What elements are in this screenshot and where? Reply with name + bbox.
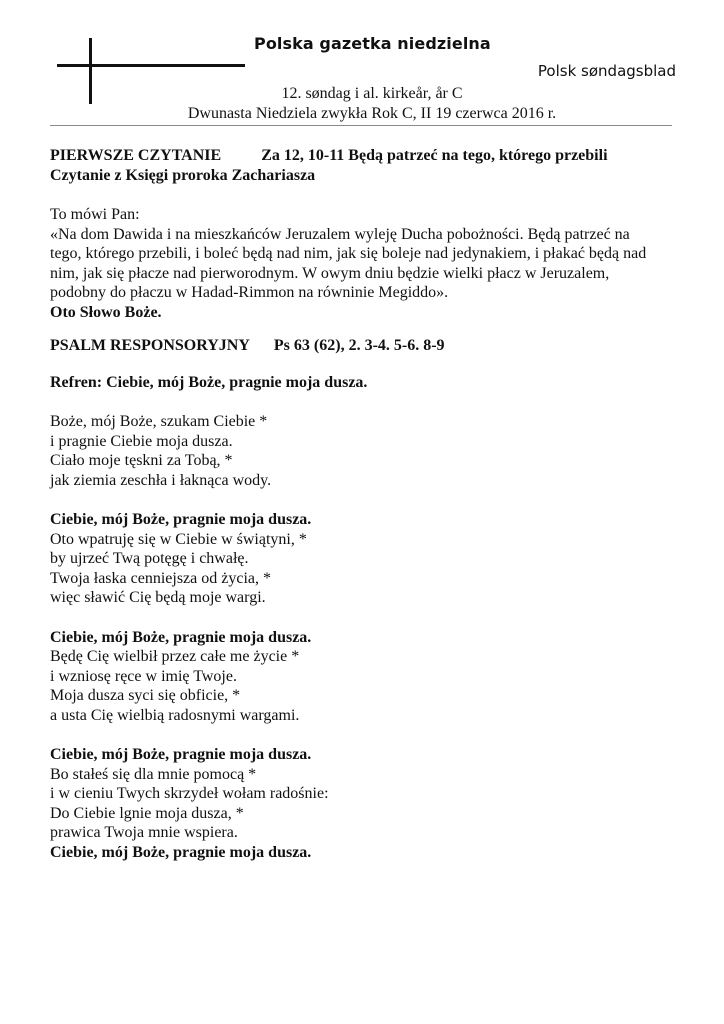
- liturgical-date-polish: Dwunasta Niedziela zwykła Rok C, II 19 czerwca 2016 r.: [187, 105, 557, 122]
- psalm-verse: Ciało moje tęskni za Tobą, *: [50, 452, 233, 469]
- psalm-verse: Będę Cię wielbił przez całe me życie *: [50, 648, 300, 665]
- psalm-refrain: Ciebie, mój Boże, pragnie moja dusza.: [50, 511, 312, 528]
- first-reading-label: PIERWSZE CZYTANIE: [50, 147, 222, 164]
- reading-closing: Oto Słowo Boże.: [50, 303, 162, 321]
- newsletter-title: Polska gazetka niedzielna: [254, 34, 491, 53]
- psalm-verse: więc sławić Cię będą moje wargi.: [50, 589, 266, 606]
- psalm-label: PSALM RESPONSORYJNY: [50, 337, 250, 354]
- psalm-verse: i wzniosę ręce w imię Twoje.: [50, 667, 237, 685]
- psalm-verse: i pragnie Ciebie moja dusza.: [50, 432, 233, 450]
- cross-horizontal-bar: [57, 64, 245, 67]
- psalm-verse: Oto wpatruję się w Ciebie w świątyni, *: [50, 530, 307, 548]
- header-divider: [50, 125, 672, 126]
- psalm-verse: i w cieniu Twych skrzydeł wołam radośnie:: [50, 785, 329, 802]
- reading-line: tego, którego przebili, i boleć będą nad nim, jak się boleje nad jedynakiem, i płakać będą nad: [50, 245, 647, 262]
- psalm-verse: Moja dusza syci się obficie, *: [50, 687, 241, 704]
- psalm-verse: Do Ciebie lgnie moja dusza, *: [50, 804, 244, 822]
- first-reading-reference: Za 12, 10-11 Będą patrzeć na tego, którego przebili: [261, 147, 608, 164]
- psalm-verse: Bo stałeś się dla mnie pomocą *: [50, 765, 257, 783]
- reading-source: Czytanie z Księgi proroka Zachariasza: [50, 166, 316, 184]
- newsletter-subtitle: Polsk søndagsblad: [537, 62, 676, 80]
- reading-intro: To mówi Pan:: [50, 206, 140, 223]
- reading-line: nim, jak się płacze nad pierworodnym. W owym dniu będzie wielki płacz w Jeruzalem,: [50, 264, 610, 282]
- main-content: [50, 146, 690, 862]
- psalm-verse: Boże, mój Boże, szukam Ciebie *: [50, 413, 268, 430]
- psalm-refrain: Ciebie, mój Boże, pragnie moja dusza.: [50, 628, 312, 646]
- psalm-refrain: Ciebie, mój Boże, pragnie moja dusza.: [50, 746, 312, 763]
- psalm-verse: a usta Cię wielbią radosnymi wargami.: [50, 706, 300, 724]
- psalm-verse: Twoja łaska cenniejsza od życia, *: [50, 569, 272, 587]
- psalm-refrain-intro: Refren: Ciebie, mój Boże, pragnie moja dusza.: [50, 373, 368, 391]
- psalm-verse: by ujrzeć Twą potęgę i chwałę.: [50, 550, 249, 567]
- psalm-verse: jak ziemia zeschła i łaknąca wody.: [50, 471, 272, 489]
- psalm-reference: Ps 63 (62), 2. 3-4. 5-6. 8-9: [273, 337, 445, 354]
- psalm-refrain: Ciebie, mój Boże, pragnie moja dusza.: [50, 843, 312, 861]
- psalm-verse: prawica Twoja mnie wspiera.: [50, 824, 238, 841]
- liturgical-date-danish: 12. søndag i al. kirkeår, år C: [281, 85, 463, 102]
- reading-line: podobny do płaczu w Hadad-Rimmon na równinie Megiddo».: [50, 284, 449, 301]
- psalm-heading: [50, 336, 690, 356]
- reading-line: «Na dom Dawida i na mieszkańców Jeruzalem wyleję Ducha pobożności. Będą patrzeć na: [50, 225, 630, 243]
- first-reading-heading: [50, 146, 690, 166]
